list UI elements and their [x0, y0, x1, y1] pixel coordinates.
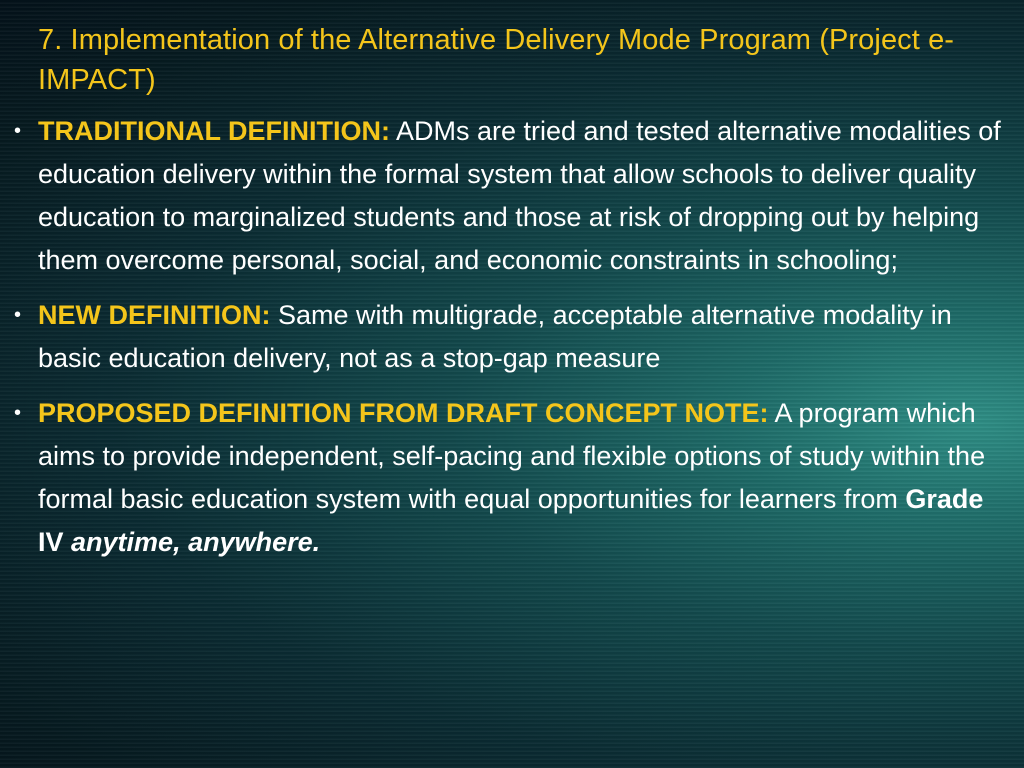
bullet-space [64, 527, 72, 557]
bullet-icon: • [14, 304, 22, 326]
bullet-list [14, 110, 1004, 564]
bullet-heading: NEW DEFINITION: [38, 300, 271, 330]
bullet-bold-italic-text: anytime, anywhere. [71, 527, 321, 557]
bullet-text: A program which aims to provide independent, self-pacing and flexible options of study within the formal basic education system with equal opportunities for learners from [38, 398, 986, 514]
bullet-bold-text: Grade IV [38, 484, 984, 557]
bullet-item-proposed-definition [14, 392, 1004, 564]
bullet-item-traditional-definition [14, 110, 1004, 282]
bullet-item-new-definition [14, 294, 1004, 380]
bullet-heading: TRADITIONAL DEFINITION: [38, 116, 390, 146]
slide-title: 7. Implementation of the Alternative Delivery Mode Program (Project e-IMPACT) [38, 24, 955, 96]
bullet-icon: • [14, 120, 22, 142]
bullet-text: Same with multigrade, acceptable alternative modality in basic education delivery, not as a stop-gap measure [38, 300, 952, 373]
bullet-text: ADMs are tried and tested alternative modalities of education delivery within the formal system that allow schools to deliver quality education to marginalized students and those at risk of dropping out by helping them overcome personal, social, and economic constraints in schooling; [38, 116, 1001, 275]
bullet-heading: PROPOSED DEFINITION FROM DRAFT CONCEPT NOTE: [38, 398, 769, 428]
bullet-icon: • [14, 402, 22, 424]
